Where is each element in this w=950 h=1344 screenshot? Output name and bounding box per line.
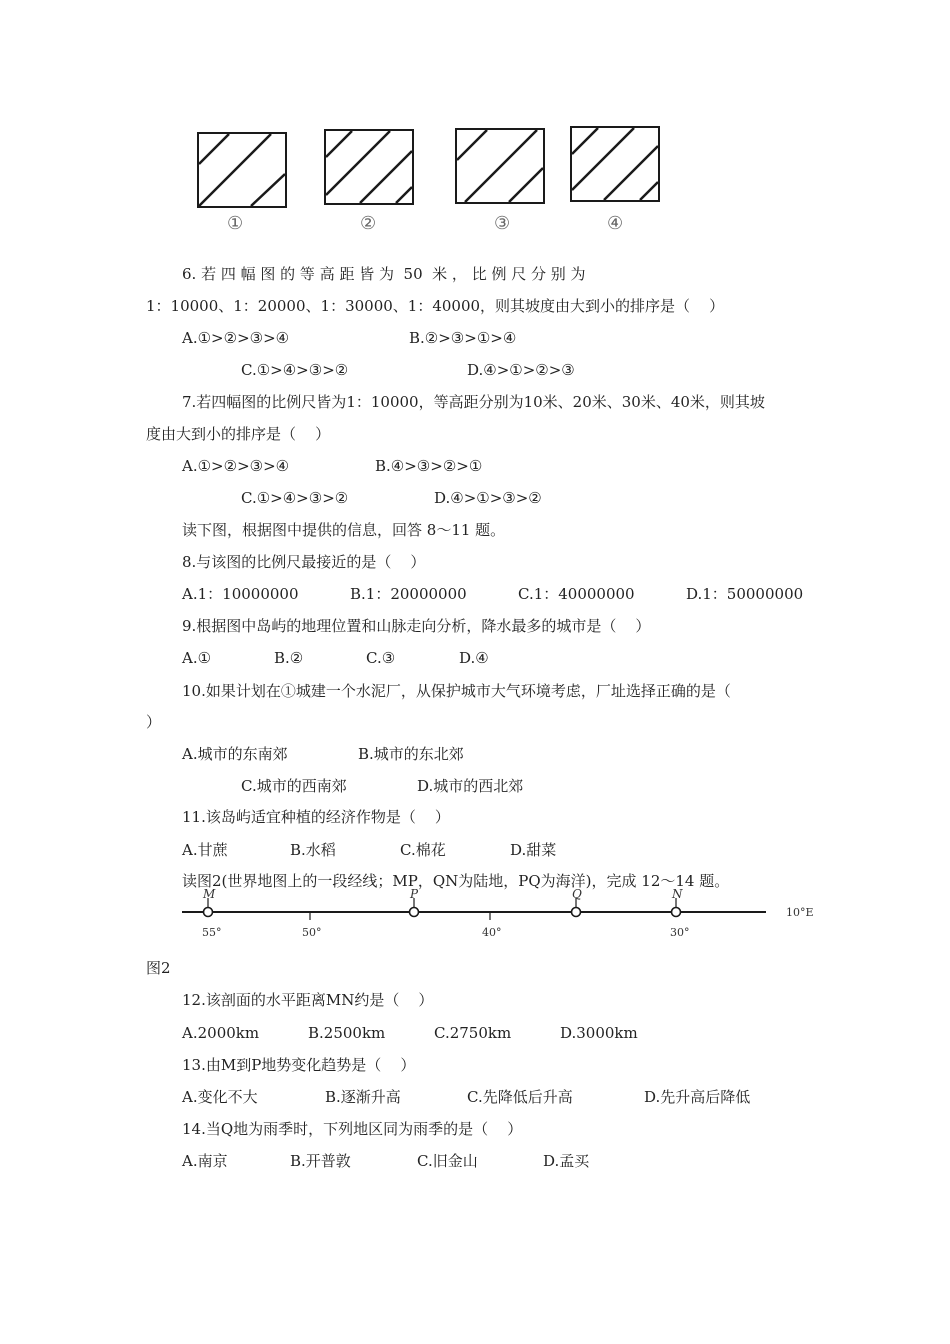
q11-option-c: C.棉花 — [400, 841, 446, 859]
q12-option-a: A.2000km — [182, 1024, 260, 1042]
q9-stem: 9.根据图中岛屿的地理位置和山脉走向分析，降水最多的城市是（ ） — [182, 617, 651, 635]
q11-option-d: D.甜菜 — [510, 841, 557, 859]
meridian-profile-figure — [176, 884, 826, 944]
q8-stem: 8.与该图的比例尺最接近的是（ ） — [182, 553, 426, 571]
q14-option-b: B.开普敦 — [290, 1152, 351, 1170]
q7-stem-line2: 度由大到小的排序是（ ） — [146, 425, 331, 443]
q6-stem-line1: 6. 若 四 幅 图 的 等 高 距 皆 为 50 米 ， 比 例 尺 分 别 为 — [182, 265, 586, 283]
contour-figure-2 — [324, 129, 414, 205]
q14-option-a: A.南京 — [182, 1152, 228, 1170]
q6-stem-line2: 1：10000、1：20000、1：30000、1：40000，则其坡度由大到小的排序是（ ） — [146, 297, 725, 315]
q9-option-c: C.③ — [366, 649, 396, 667]
contour-figure-4 — [570, 126, 660, 202]
q11-option-b: B.水稻 — [290, 841, 336, 859]
q12-option-d: D.3000km — [560, 1024, 638, 1042]
point-n-label: N — [672, 887, 683, 901]
figure-2-caption: 图2 — [146, 959, 171, 977]
q12-option-c: C.2750km — [434, 1024, 512, 1042]
q11-option-a: A.甘蔗 — [182, 841, 228, 859]
lat-55-label: 55° — [202, 926, 222, 939]
q9-option-b: B.② — [274, 649, 304, 667]
q12-option-b: B.2500km — [308, 1024, 386, 1042]
q8-option-c: C.1：40000000 — [518, 585, 635, 603]
q8-option-a: A.1：10000000 — [182, 585, 299, 603]
q13-option-b: B.逐渐升高 — [325, 1088, 401, 1106]
lat-40-label: 40° — [482, 926, 502, 939]
q7-option-d: D.④>①>③>② — [434, 489, 542, 507]
q6-option-b: B.②>③>①>④ — [409, 329, 517, 347]
q10-stem-line2: ） — [146, 713, 162, 731]
q13-stem: 13.由M到P地势变化趋势是（ ） — [182, 1056, 416, 1074]
contour-figure-1 — [197, 132, 287, 208]
q7-stem-line1: 7.若四幅图的比例尺皆为1：10000，等高距分别为10米、20米、30米、40米，则其坡 — [182, 393, 765, 411]
intro-8-11: 读下图，根据图中提供的信息，回答 8～11 题。 — [182, 521, 506, 539]
q14-option-d: D.孟买 — [543, 1152, 590, 1170]
figure-label-3: ③ — [494, 213, 511, 234]
q12-stem: 12.该剖面的水平距离MN约是（ ） — [182, 991, 434, 1009]
q14-stem: 14.当Q地为雨季时，下列地区同为雨季的是（ ） — [182, 1120, 523, 1138]
q11-stem: 11.该岛屿适宜种植的经济作物是（ ） — [182, 808, 450, 826]
q7-option-c: C.①>④>③>② — [241, 489, 349, 507]
contour-figure-3 — [455, 128, 545, 204]
intro-12-14: 读图2(世界地图上的一段经线；MP，QN为陆地，PQ为海洋)，完成 12～14 题。 — [182, 872, 730, 890]
q6-option-a: A.①>②>③>④ — [182, 329, 290, 347]
q9-option-a: A.① — [182, 649, 212, 667]
q10-option-c: C.城市的西南郊 — [241, 777, 347, 795]
point-m-label: M — [203, 887, 216, 901]
q10-stem-line1: 10.如果计划在①城建一个水泥厂，从保护城市大气环境考虑，厂址选择正确的是（ — [182, 682, 731, 700]
q13-option-d: D.先升高后降低 — [644, 1088, 751, 1106]
q6-option-c: C.①>④>③>② — [241, 361, 349, 379]
q8-option-b: B.1：20000000 — [350, 585, 467, 603]
lat-50-label: 50° — [302, 926, 322, 939]
q14-option-c: C.旧金山 — [417, 1152, 478, 1170]
point-q-label: Q — [572, 887, 582, 901]
q6-option-d: D.④>①>②>③ — [467, 361, 575, 379]
q13-option-a: A.变化不大 — [182, 1088, 258, 1106]
figure-label-2: ② — [360, 213, 377, 234]
q9-option-d: D.④ — [459, 649, 489, 667]
q8-option-d: D.1：50000000 — [686, 585, 804, 603]
figure-label-1: ① — [227, 213, 244, 234]
q10-option-d: D.城市的西北郊 — [417, 777, 524, 795]
point-p-label: P — [410, 887, 419, 901]
q13-option-c: C.先降低后升高 — [467, 1088, 573, 1106]
q7-option-a: A.①>②>③>④ — [182, 457, 290, 475]
lat-30-label: 30° — [670, 926, 690, 939]
q10-option-a: A.城市的东南郊 — [182, 745, 288, 763]
figure-label-4: ④ — [607, 213, 624, 234]
meridian-label: 10°E — [786, 906, 814, 919]
q10-option-b: B.城市的东北郊 — [358, 745, 464, 763]
q7-option-b: B.④>③>②>① — [375, 457, 483, 475]
